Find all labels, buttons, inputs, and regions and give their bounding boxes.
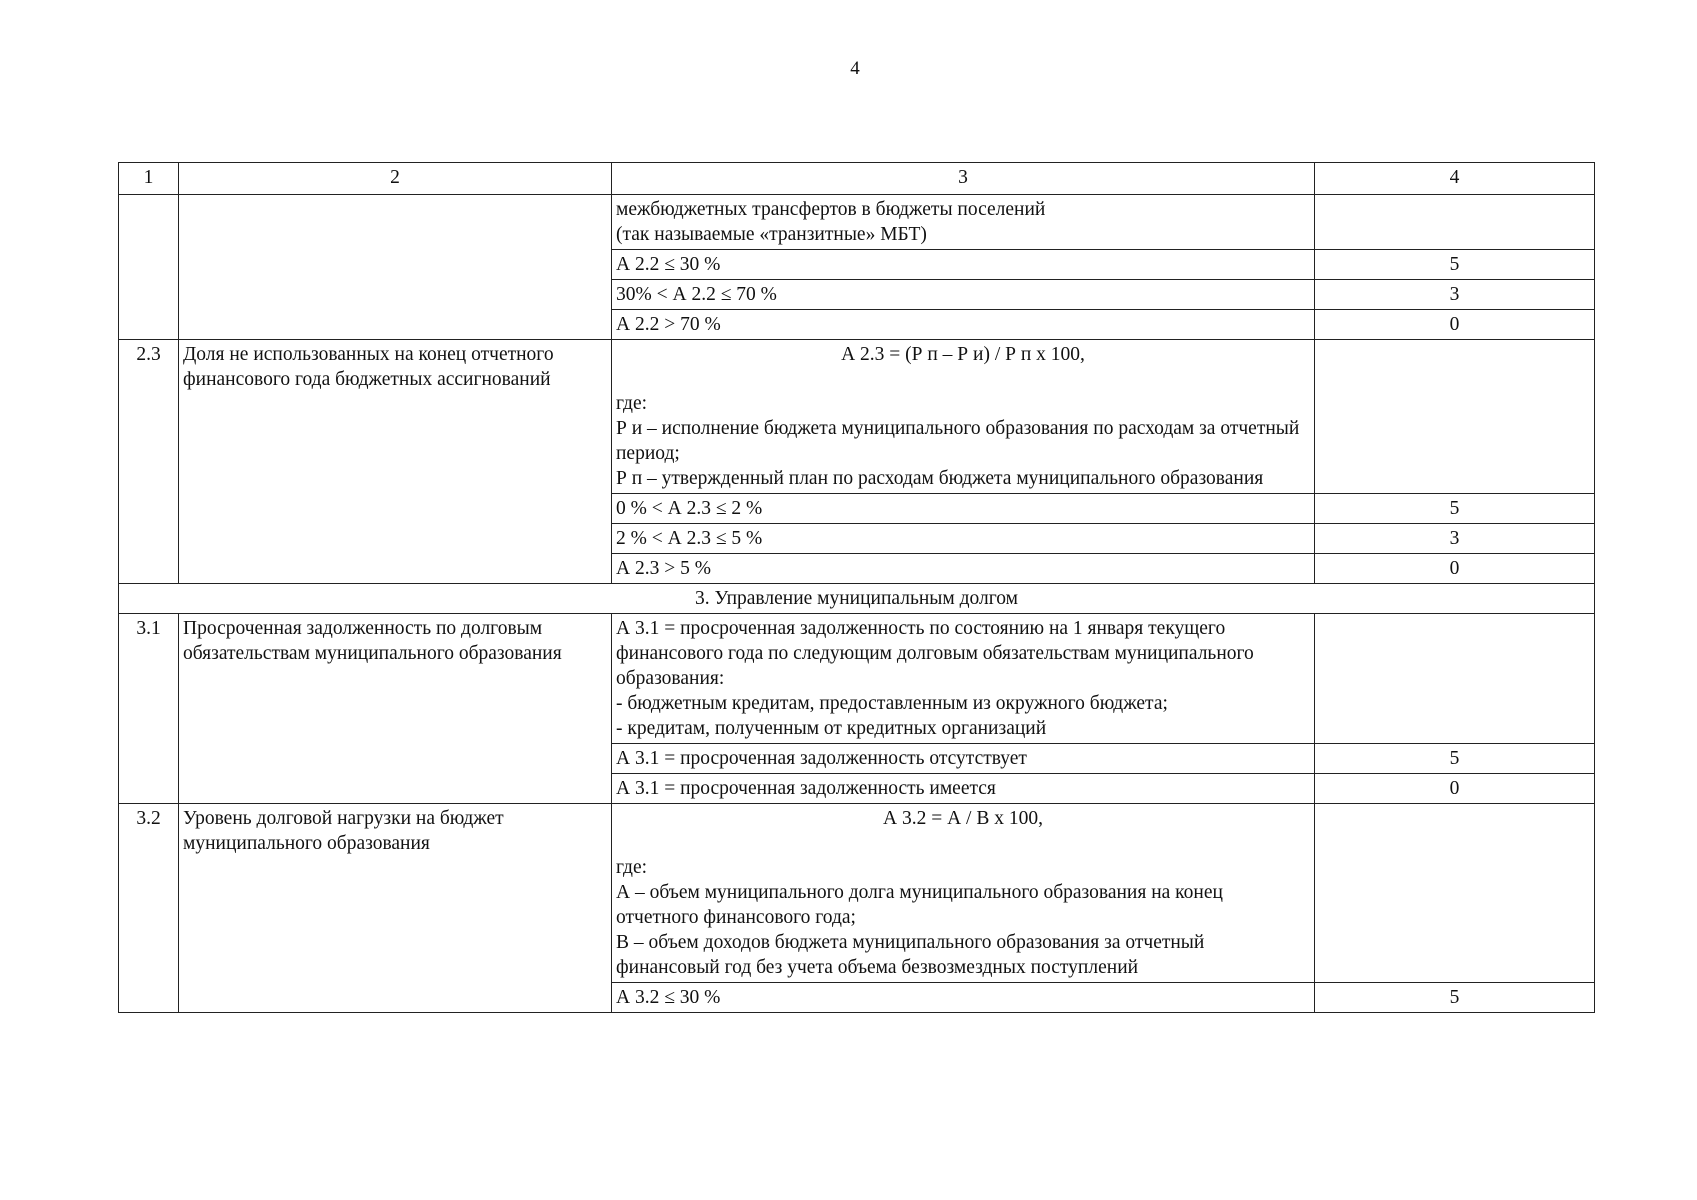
score-cell: 3	[1315, 280, 1595, 310]
indicator-description	[612, 614, 1315, 744]
condition-cell: 30% < А 2.2 ≤ 70 %	[612, 280, 1315, 310]
description-line: (так называемые «транзитные» МБТ)	[616, 224, 927, 245]
score-cell: 0	[1315, 310, 1595, 340]
header-col-4: 4	[1315, 163, 1595, 195]
indicator-name: Доля не использованных на конец отчетного финансового года бюджетных ассигнований	[179, 340, 612, 584]
indicator-description	[612, 804, 1315, 983]
description-line: - бюджетным кредитам, предоставленным из окружного бюджета;	[616, 693, 1168, 714]
section-heading-row	[119, 584, 1595, 614]
score-cell: 0	[1315, 554, 1595, 584]
indicator-description	[612, 340, 1315, 494]
indicator-name: Просроченная задолженность по долговым обязательствам муниципального образования	[179, 614, 612, 804]
formula: А 2.3 = (Р п – Р и) / Р п х 100,	[841, 344, 1085, 365]
score-cell: 5	[1315, 250, 1595, 280]
score-cell: 0	[1315, 774, 1595, 804]
definition: Р п – утвержденный план по расходам бюджета муниципального образования	[616, 468, 1264, 489]
indicator-name	[179, 195, 612, 340]
score-cell	[1315, 614, 1595, 744]
definition: А – объем муниципального долга муниципального образования на конец отчетного финансового года;	[616, 882, 1223, 928]
description-line: межбюджетных трансфертов в бюджеты поселений	[616, 199, 1046, 220]
condition-cell: А 3.2 ≤ 30 %	[612, 983, 1315, 1013]
definition: Р и – исполнение бюджета муниципального образования по расходам за отчетный период;	[616, 418, 1300, 464]
score-cell: 3	[1315, 524, 1595, 554]
page-number: 4	[850, 58, 860, 79]
indicator-name: Уровень долговой нагрузки на бюджет муниципального образования	[179, 804, 612, 1013]
condition-cell: А 2.3 > 5 %	[612, 554, 1315, 584]
score-cell: 5	[1315, 744, 1595, 774]
formula: А 3.2 = А / В х 100,	[883, 808, 1043, 829]
where-label: где:	[616, 393, 648, 414]
score-cell: 5	[1315, 494, 1595, 524]
score-cell	[1315, 804, 1595, 983]
table-row	[119, 614, 1595, 744]
row-number	[119, 195, 179, 340]
score-cell: 5	[1315, 983, 1595, 1013]
condition-cell: А 2.2 > 70 %	[612, 310, 1315, 340]
section-heading: 3. Управление муниципальным долгом	[119, 584, 1595, 614]
condition-cell: 0 % < А 2.3 ≤ 2 %	[612, 494, 1315, 524]
table-row	[119, 195, 1595, 250]
condition-cell: 2 % < А 2.3 ≤ 5 %	[612, 524, 1315, 554]
table-header-row	[119, 163, 1595, 195]
score-cell	[1315, 340, 1595, 494]
header-col-2: 2	[179, 163, 612, 195]
description-line: - кредитам, полученным от кредитных организаций	[616, 718, 1047, 739]
header-col-1: 1	[119, 163, 179, 195]
condition-cell: А 3.1 = просроченная задолженность отсутствует	[612, 744, 1315, 774]
condition-cell: А 3.1 = просроченная задолженность имеется	[612, 774, 1315, 804]
row-number: 3.1	[119, 614, 179, 804]
score-cell	[1315, 195, 1595, 250]
header-col-3: 3	[612, 163, 1315, 195]
indicator-description	[612, 195, 1315, 250]
row-number: 3.2	[119, 804, 179, 1013]
table-row	[119, 340, 1595, 494]
table-row	[119, 804, 1595, 983]
row-number: 2.3	[119, 340, 179, 584]
definition: В – объем доходов бюджета муниципального образования за отчетный финансовый год без учета объема безвозмездных поступлений	[616, 932, 1205, 978]
description-line: А 3.1 = просроченная задолженность по состоянию на 1 января текущего финансового года по следующим долговым обязательствам муниципального образования:	[616, 618, 1254, 689]
criteria-table	[118, 162, 1595, 1013]
condition-cell: А 2.2 ≤ 30 %	[612, 250, 1315, 280]
where-label: где:	[616, 857, 648, 878]
